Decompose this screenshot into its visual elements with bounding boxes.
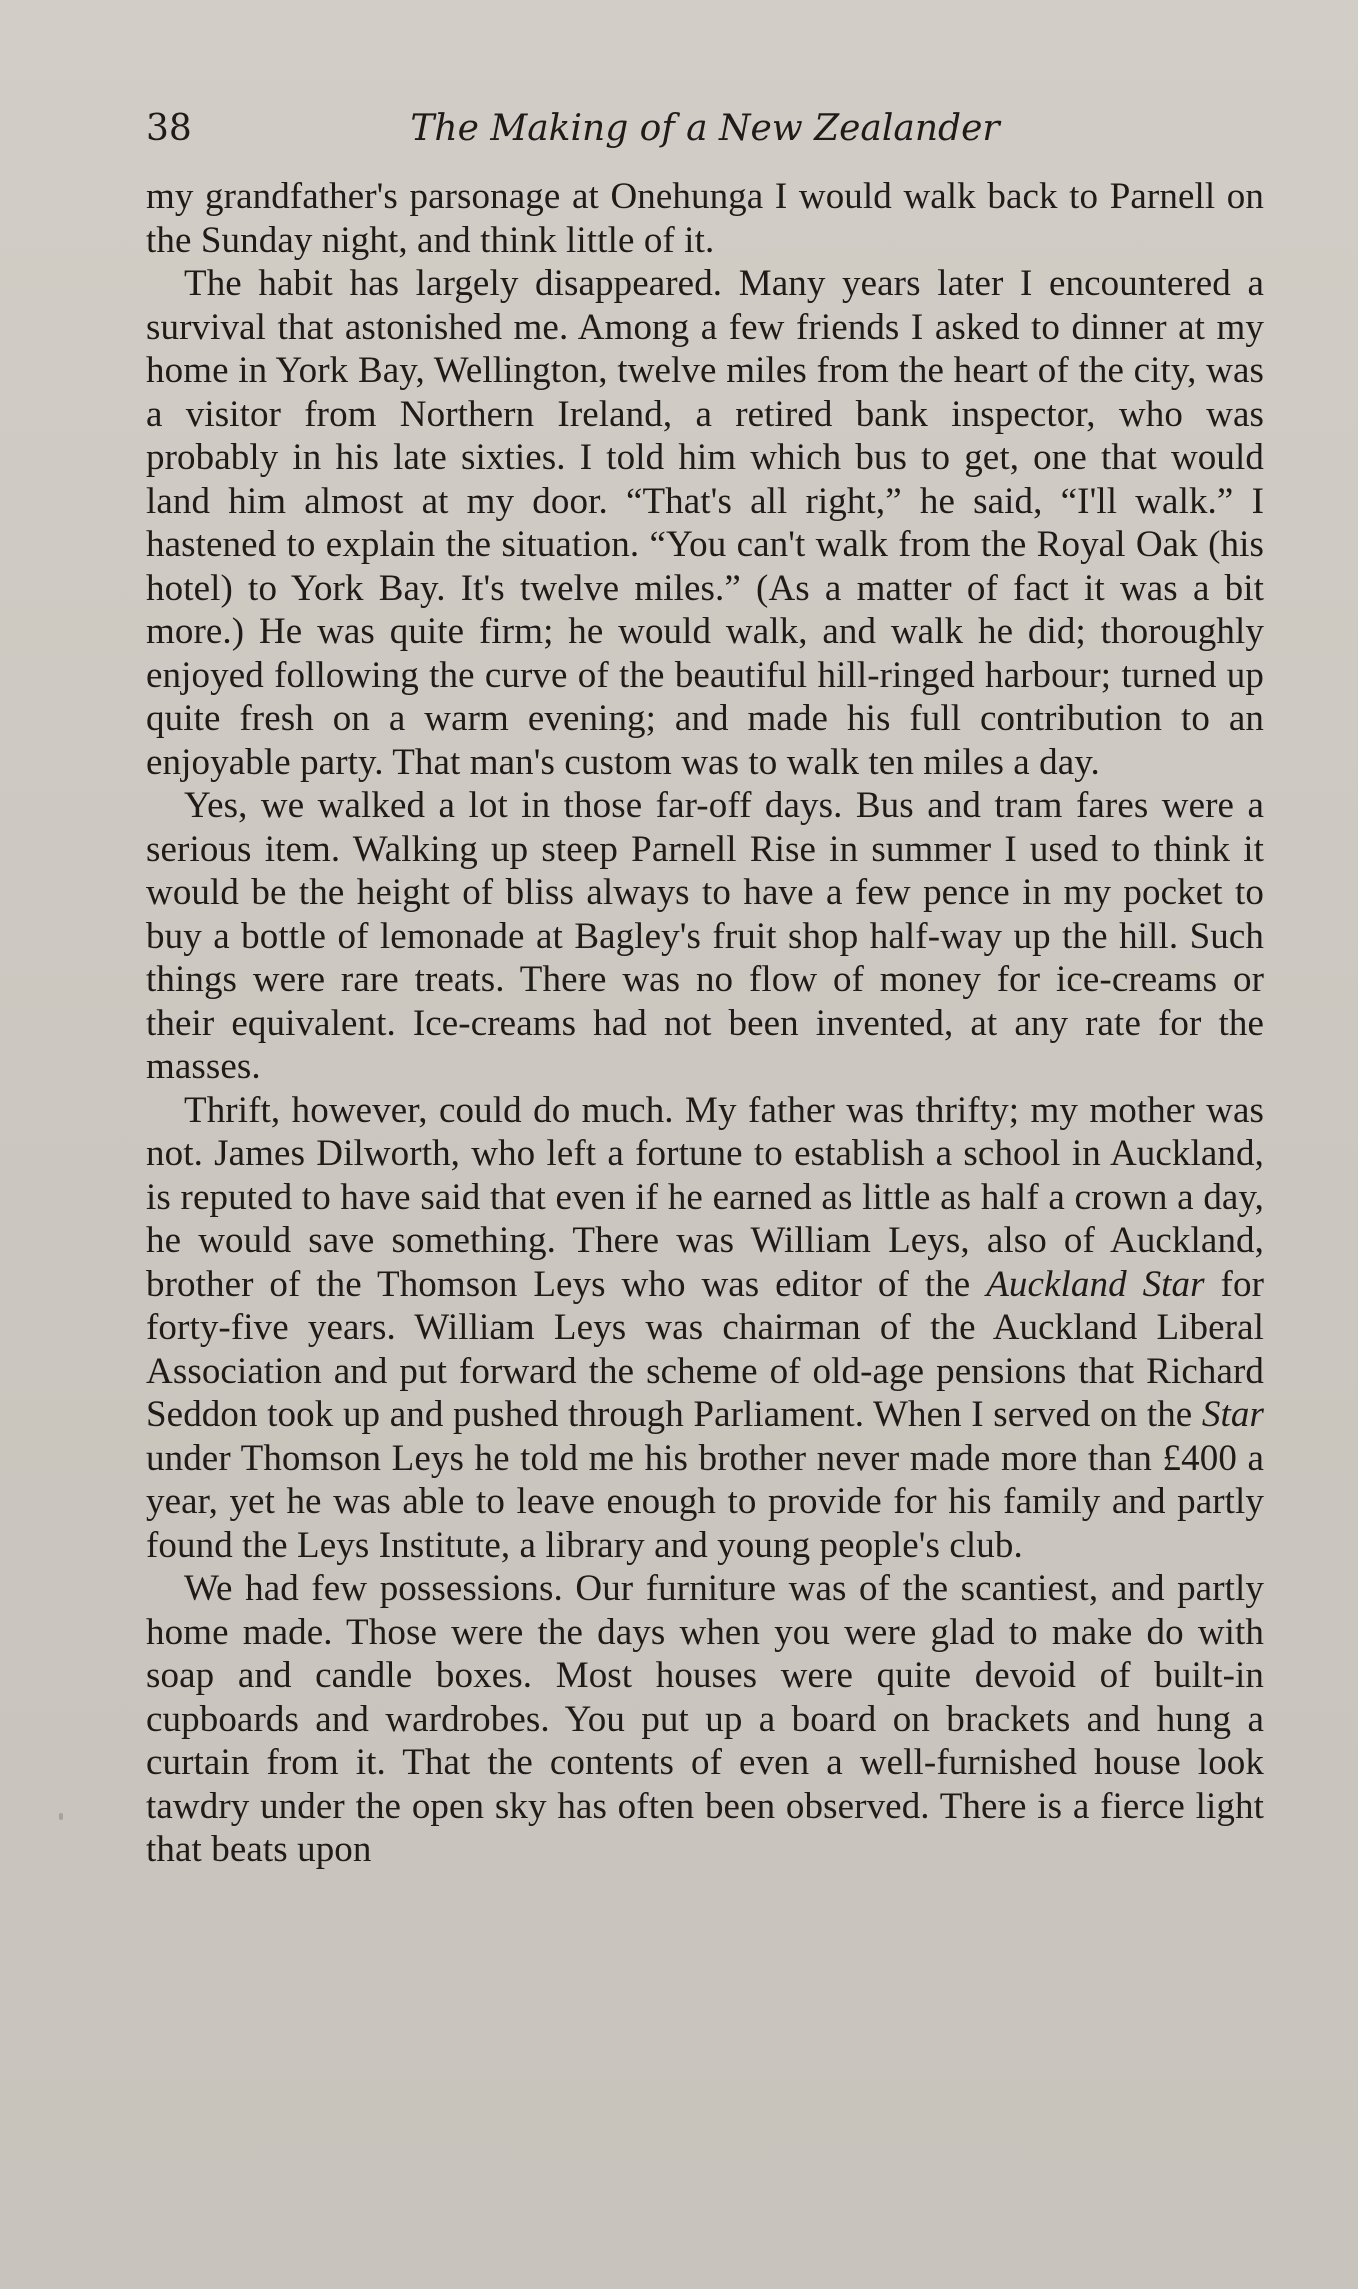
paragraph-text: under Thomson Leys he told me his brother never made more than £400 a year, yet he was able to leave enough to provide for his family and partly found the Leys Institute, a library and young people's club.	[146, 1437, 1264, 1566]
paragraph-text: Thrift, however, could do much. My father was thrifty; my mother was not. James Dilworth, who left a fortune to establish a school in Auckland, is reputed to have said that even if he earned as little as half a crown a day, he would save something. There was William Leys, also of Auckland, brother of the Thomson Leys who was editor of the	[146, 1089, 1264, 1305]
paper-speck	[59, 1813, 63, 1820]
paragraph-text: Yes, we walked a lot in those far-off days. Bus and tram fares were a serious item. Walking up steep Parnell Rise in summer I used to think it would be the height of bliss always to have a few pence in my pocket to buy a bottle of lemonade at Bagley's fruit shop half-way up the hill. Such things were rare treats. There was no flow of money for ice-creams or their equivalent. Ice-creams had not been invented, at any rate for the masses.	[146, 785, 1264, 1087]
paragraph-text: for forty-five years. William Leys was chairman of the Auckland Liberal Association and put forward the scheme of old-age pensions that Richard Seddon took up and pushed through Parliament. When I served on the	[146, 1263, 1264, 1435]
paragraph-far-off-days	[146, 784, 1264, 1089]
paragraph-continued	[146, 175, 1264, 262]
paragraph-text: my grandfather's parsonage at Onehunga I would walk back to Parnell on the Sunday night, and think little of it.	[146, 176, 1264, 261]
running-head	[146, 108, 1264, 160]
paragraph-walking-habit	[146, 262, 1264, 784]
body-text	[146, 175, 1264, 1872]
book-title: The Making of a New Zealander	[410, 108, 1000, 149]
paragraph-possessions	[146, 1567, 1264, 1872]
paragraph-text: We had few possessions. Our furniture was of the scantiest, and partly home made. Those were the days when you were glad to make do with soap and candle boxes. Most houses were quite devoid of built-in cupboards and wardrobes. You put up a board on brackets and hung a curtain from it. That the contents of even a well-furnished house look tawdry under the open sky has often been observed. There is a fierce light that beats upon	[146, 1568, 1264, 1870]
newspaper-title-star: Star	[1201, 1394, 1264, 1435]
paragraph-thrift	[146, 1089, 1264, 1568]
newspaper-title-auckland-star: Auckland Star	[986, 1263, 1205, 1305]
page-number: 38	[146, 108, 192, 149]
paragraph-text: The habit has largely disappeared. Many years later I encountered a survival that astonished me. Among a few friends I asked to dinner at my home in York Bay, Wellington, twelve miles from the heart of the city, was a visitor from Northern Ireland, a retired bank inspector, who was probably in his late sixties. I told him which bus to get, one that would land him almost at my door. “That's all right,” he said, “I'll walk.” I hastened to explain the situation. “You can't walk from the Royal Oak (his hotel) to York Bay. It's twelve miles.” (As a matter of fact it was a bit more.) He was quite firm; he would walk, and walk he did; thoroughly enjoyed following the curve of the beautiful hill-ringed harbour; turned up quite fresh on a warm evening; and made his full contribution to an enjoyable party. That man's custom was to walk ten miles a day.	[146, 263, 1264, 783]
